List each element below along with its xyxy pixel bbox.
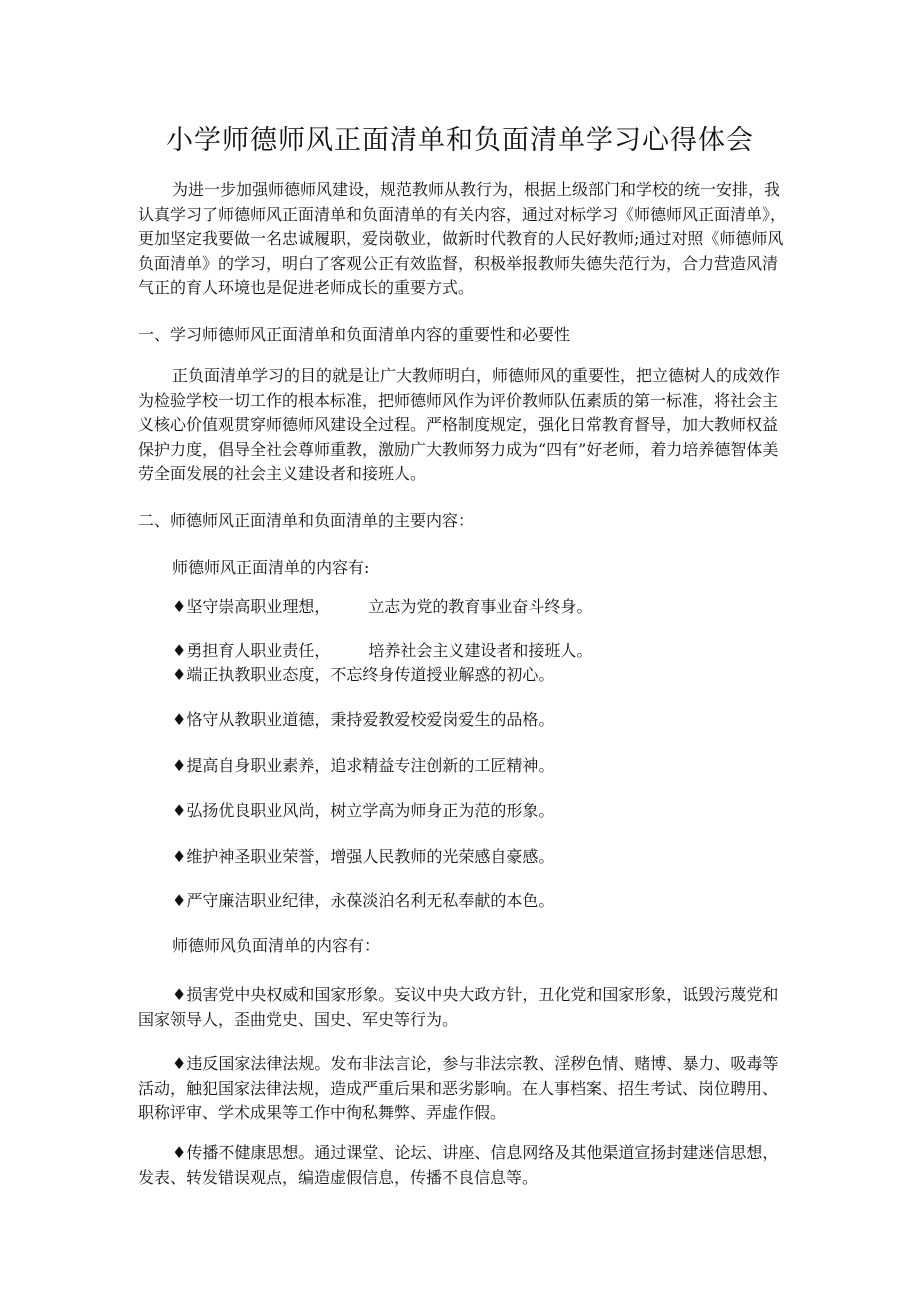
positive-item: ♦严守廉洁职业纪律，永葆淡泊名利无私奉献的本色。 — [172, 891, 555, 910]
positive-item-text: ♦坚守崇高职业理想， — [172, 597, 331, 616]
positive-item-text: 培养社会主义建设者和接班人。 — [368, 641, 593, 660]
section2-heading: 二、师德师风正面清单和负面清单的主要内容： — [138, 511, 475, 530]
positive-item: ♦维护神圣职业荣誉，增强人民教师的光荣感自豪感。 — [172, 847, 555, 866]
section1-paragraph: 正负面清单学习的目的就是让广大教师明白，师德师风的重要性，把立德树人的成效作为检验学校一切工作的根本标准，把师德师风作为评价教师队伍素质的第一标准，将社会主义核心价值观贯穿师德师风建设全过程。严格制度规定，强化日常教育督导，加大教师权益保护力度，倡导全社会尊师重教，激励广大教师努力成为“四有”好老师，着力培养德智体美劳全面发展的社会主义建设者和接班人。 — [138, 366, 781, 483]
positive-list-heading: 师德师风正面清单的内容有: — [172, 558, 370, 577]
negative-item: ♦传播不健康思想。通过课堂、论坛、讲座、信息网络及其他渠道宣扬封建迷信思想，发表、转发错误观点，编造虚假信息，传播不良信息等。 — [138, 1143, 779, 1187]
negative-item: ♦违反国家法律法规。发布非法言论，参与非法宗教、淫秽色情、赌博、暴力、吸毒等活动，触犯国家法律法规，造成严重后果和恶劣影响。在人事档案、招生考试、岗位聘用、职称评审、学术成果等工作中徇私舞弊、弄虚作假。 — [138, 1054, 779, 1122]
document-title: 小学师德师风正面清单和负面清单学习心得体会 — [166, 125, 754, 156]
positive-item: ♦提高自身职业素养，追求精益专注创新的工匠精神。 — [172, 756, 555, 775]
positive-item — [172, 595, 592, 619]
positive-item: ♦端正执教职业态度，不忘终身传道授业解惑的初心。 — [172, 665, 555, 684]
positive-item-text: ♦勇担育人职业责任， — [172, 641, 331, 660]
section1-heading: 一、学习师德师风正面清单和负面清单内容的重要性和必要性 — [138, 325, 571, 344]
positive-item: ♦弘扬优良职业风尚，树立学高为师身正为范的形象。 — [172, 801, 555, 820]
positive-item-text: 立志为党的教育事业奋斗终身。 — [368, 597, 593, 616]
positive-item: ♦恪守从教职业道德，秉持爱教爱校爱岗爱生的品格。 — [172, 710, 555, 729]
positive-item — [172, 639, 592, 663]
negative-list-heading: 师德师风负面清单的内容有： — [172, 936, 381, 955]
intro-paragraph: 为进一步加强师德师风建设，规范教师从教行为，根据上级部门和学校的统一安排，我认真学习了师德师风正面清单和负面清单的有关内容，通过对标学习《师德师风正面清单》，更加坚定我要做一名忠诚履职，爱岗敬业，做新时代教育的人民好教师;通过对照《师德师风负面清单》的学习，明白了客观公正有效监督，积极举报教师失德失范行为，合力营造风清气正的育人环境也是促进老师成长的重要方式。 — [138, 180, 787, 297]
negative-item: ♦损害党中央权威和国家形象。妄议中央大政方针，丑化党和国家形象，诋毁污蔑党和国家领导人，歪曲党史、国史、军史等行为。 — [138, 985, 779, 1029]
